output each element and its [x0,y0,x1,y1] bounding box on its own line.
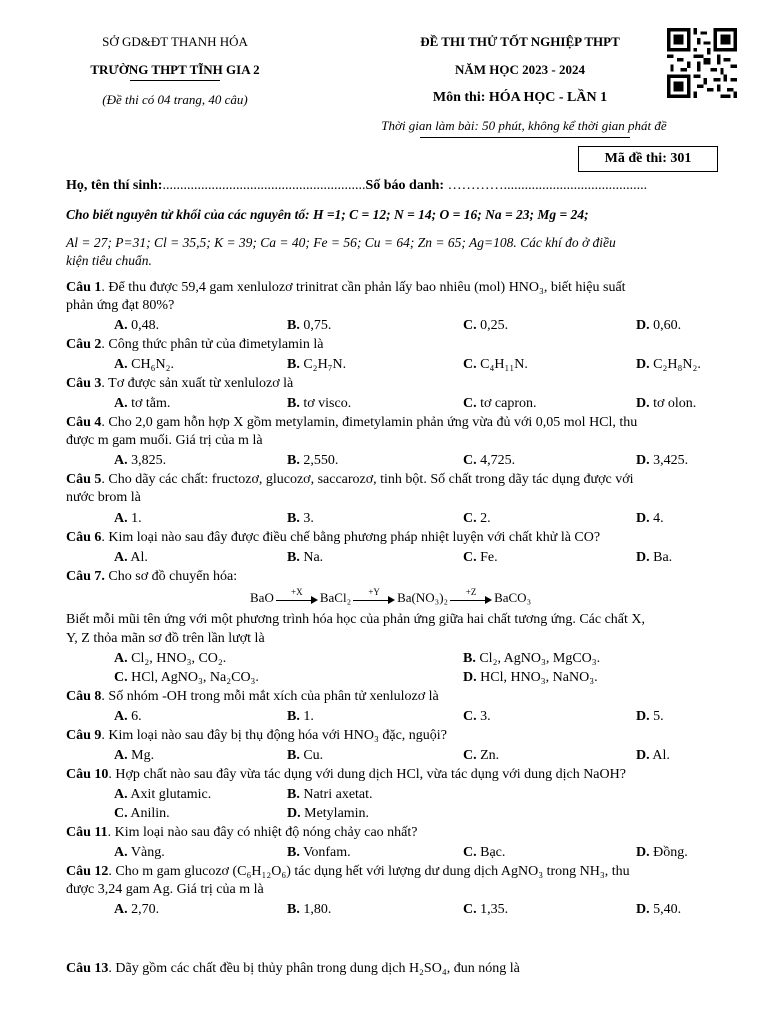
atomic-masses-line3: kiện tiêu chuẩn. [66,253,152,268]
option-letter: C. [463,511,477,526]
option-d[interactable] [636,902,681,918]
name-dots: .......................................................... [162,178,366,193]
arrow-label: +Z [465,587,477,598]
question-text-cont: được m gam muối. Giá trị của m là [66,433,263,448]
qr-code [667,28,737,98]
question-text-cont: Biết mỗi mũi tên ứng với một phương trình hóa học của phản ứng giữa hai chất tương ứng. Các chất X, [66,612,646,627]
option-letter: D. [636,511,650,526]
option-a[interactable] [114,845,165,861]
option-d[interactable] [636,550,672,566]
question-text: . Tơ được sản xuất từ xenlulozơ là [101,376,294,391]
option-letter: B. [287,787,300,802]
question-number: Câu 13 [66,961,109,976]
option-a[interactable] [114,787,211,803]
question-7 [66,569,237,585]
question-number: Câu 11 [66,825,108,840]
scheme-compound: BaO [250,590,274,605]
option-d[interactable] [463,670,598,686]
question-text: . Số nhóm -OH trong mỗi mắt xích của phân tử xenlulozơ là [101,689,439,704]
option-letter: C. [463,709,477,724]
question-text: . Kim loại nào sau đây bị thụ động hóa với HNO₃ đặc, nguội? [101,728,447,743]
option-a[interactable] [114,357,174,373]
exam-title: ĐỀ THI THỬ TỐT NGHIỆP THPT [420,34,620,49]
question-2 [66,337,323,353]
option-b[interactable] [287,318,331,334]
option-d[interactable] [636,453,688,469]
option-c[interactable] [463,511,491,527]
option-text: C₂H₈N₂. [653,357,701,372]
option-text: Vonfam. [303,845,351,860]
option-d[interactable] [636,396,696,412]
option-text: 1,35. [480,902,509,917]
option-c[interactable] [463,453,515,469]
option-letter: A. [114,511,128,526]
option-letter: A. [114,709,128,724]
option-letter: B. [287,845,300,860]
question-text: . Cho dãy các chất: fructozơ, glucozơ, saccarozơ, tinh bột. Số chất trong dãy tác dụng được với [101,472,634,487]
candidate-name-label [66,178,647,194]
option-d[interactable] [636,318,681,334]
option-text: HCl, HNO₃, NaNO₃. [480,670,598,685]
option-text: 5. [653,709,664,724]
exam-note: (Đề thi có 04 trang, 40 câu) [102,92,248,107]
option-letter: D. [636,357,650,372]
option-a[interactable] [114,748,154,764]
option-text: HCl, AgNO₃, Na₂CO₃. [131,670,259,685]
name-label: Họ, tên thí sinh: [66,178,163,193]
option-b[interactable] [287,748,323,764]
option-letter: D. [636,396,650,411]
option-text: Vàng. [130,845,165,860]
option-letter: C. [463,318,477,333]
option-letter: D. [636,902,650,917]
question-text-cont: Y, Z thỏa mãn sơ đồ trên lần lượt là [66,631,265,646]
option-c[interactable] [463,902,508,918]
question-number: Câu 1 [66,280,102,295]
option-letter: D. [636,748,650,763]
option-letter: A. [114,550,128,565]
option-letter: B. [463,651,476,666]
option-c[interactable] [114,670,259,686]
option-letter: B. [287,748,300,763]
scheme-compound: Ba(NO₃)₂ [397,590,449,605]
question-text-cont: nước brom là [66,490,141,505]
question-text: . Dãy gồm các chất đều bị thủy phân trong dung dịch H₂SO₄, đun nóng là [108,961,520,976]
dept-name: SỞ GD&ĐT THANH HÓA [102,34,248,49]
school-year: NĂM HỌC 2023 - 2024 [455,62,585,77]
option-text: tơ tằm. [131,396,171,411]
option-text: Metylamin. [304,806,370,821]
option-text: 3,425. [653,453,689,468]
option-b[interactable] [287,902,331,918]
option-d[interactable] [287,806,369,822]
option-c[interactable] [463,709,491,725]
sbd-dots: …………......................................... [444,178,648,193]
option-letter: B. [287,902,300,917]
scheme-compound: BaCl₂ [319,590,352,605]
option-letter: A. [114,787,128,802]
option-letter: A. [114,845,128,860]
scheme-compound: BaCO₃ [494,590,532,605]
option-letter: B. [287,550,300,565]
option-letter: A. [114,396,128,411]
option-d[interactable] [636,357,701,373]
question-text: Cho sơ đồ chuyển hóa: [104,569,238,584]
option-c[interactable] [463,357,528,373]
question-5 [66,472,634,488]
option-letter: C. [114,806,128,821]
option-a[interactable] [114,318,159,334]
option-letter: D. [463,670,477,685]
question-text: . Để thu được 59,4 gam xenlulozơ trinitrat cần phản lấy bao nhiêu (mol) HNO₃, biết hiệu suất [101,280,626,295]
option-text: Mg. [131,748,155,763]
option-text: Natri axetat. [303,787,373,802]
option-text: C₂H₇N. [303,357,347,372]
option-text: 3. [480,709,491,724]
option-letter: A. [114,748,128,763]
question-text: . Cho m gam glucozơ (C₆H₁₂O₆) tác dụng hết với lượng dư dung dịch AgNO₃ trong NH₃, thu [108,864,630,879]
option-b[interactable] [287,396,351,412]
option-text: 1. [303,709,314,724]
option-text: Đồng. [653,845,688,860]
option-b[interactable] [287,357,346,373]
option-b[interactable] [463,651,600,667]
option-text: tơ olon. [653,396,697,411]
option-c[interactable] [463,845,505,861]
option-text: tơ visco. [303,396,352,411]
option-a[interactable] [114,651,226,667]
option-text: 3,825. [131,453,167,468]
subject-title: Môn thi: HÓA HỌC - LẦN 1 [432,90,608,105]
reaction-arrow-icon [276,587,318,605]
option-text: Fe. [480,550,498,565]
option-text: 0,48. [131,318,160,333]
question-3 [66,376,293,392]
option-text: 0,75. [303,318,332,333]
option-a[interactable] [114,550,148,566]
option-letter: B. [287,318,300,333]
option-letter: B. [287,396,300,411]
option-letter: C. [463,453,477,468]
option-text: 2,70. [131,902,160,917]
option-letter: A. [114,651,128,666]
atomic-masses-line2: Al = 27; P=31; Cl = 35,5; K = 39; Ca = 40; Fe = 56; Cu = 64; Zn = 65; Ag=108. Các khí đo ở điều [66,235,616,250]
option-letter: D. [636,709,650,724]
option-b[interactable] [287,511,314,527]
question-number: Câu 12 [66,864,109,879]
option-text: 0,25. [480,318,509,333]
option-letter: C. [463,396,477,411]
option-text: Cl₂, AgNO₃, MgCO₃. [479,651,601,666]
time-note-underline [420,137,630,138]
option-text: Zn. [480,748,500,763]
question-6 [66,530,600,546]
option-text: CH₆N₂. [131,357,174,372]
option-text: Cu. [303,748,324,763]
question-text: . Công thức phân tử của đimetylamin là [101,337,324,352]
option-letter: D. [636,318,650,333]
option-text: 3. [303,511,314,526]
question-13 [66,961,520,977]
question-text: . Kim loại nào sau đây có nhiệt độ nóng chảy cao nhất? [107,825,418,840]
question-number: Câu 6 [66,530,102,545]
option-a[interactable] [114,511,142,527]
option-b[interactable] [287,709,314,725]
question-text: . Kim loại nào sau đây được điều chế bằng phương pháp nhiệt luyện với chất khử là CO? [101,530,601,545]
option-text: Al. [652,748,670,763]
question-12 [66,864,630,880]
option-d[interactable] [636,748,670,764]
reaction-arrow-icon [353,587,395,605]
option-letter: C. [463,357,477,372]
option-c[interactable] [463,318,508,334]
option-a[interactable] [114,453,166,469]
question-1 [66,280,626,296]
question-number: Câu 3 [66,376,102,391]
option-letter: D. [636,453,650,468]
option-letter: B. [287,511,300,526]
question-number: Câu 4 [66,415,102,430]
option-c[interactable] [463,550,498,566]
question-9 [66,728,447,744]
option-letter: B. [287,709,300,724]
atomic-masses-line1: Cho biết nguyên tử khối của các nguyên tố: H =1; C = 12; N = 14; O = 16; Na = 23; Mg = 24; [66,207,589,222]
question-text: . Cho 2,0 gam hỗn hợp X gồm metylamin, đimetylamin phản ứng vừa đủ với 0,05 mol HCl, thu [101,415,638,430]
option-text: Cl₂, HNO₃, CO₂. [131,651,227,666]
option-text: 5,40. [653,902,682,917]
option-letter: C. [463,845,477,860]
option-a[interactable] [114,902,159,918]
option-letter: A. [114,318,128,333]
option-text: 4,725. [480,453,516,468]
option-text: 0,60. [653,318,682,333]
question-number: Câu 8 [66,689,102,704]
option-letter: C. [463,902,477,917]
option-text: Ba. [653,550,673,565]
option-letter: A. [114,357,128,372]
option-c[interactable] [463,396,537,412]
arrow-label: +Y [368,587,380,598]
option-text: 2,550. [303,453,339,468]
option-letter: C. [463,748,477,763]
option-a[interactable] [114,396,170,412]
question-text: . Hợp chất nào sau đây vừa tác dụng với dung dịch HCl, vừa tác dụng với dung dịch NaOH? [108,767,626,782]
option-b[interactable] [287,453,338,469]
question-number: Câu 7. [66,569,105,584]
question-number: Câu 9 [66,728,102,743]
option-c[interactable] [463,748,499,764]
question-text-cont: phản ứng đạt 80%? [66,298,175,313]
option-b[interactable] [287,550,323,566]
sbd-label: Số báo danh: [365,178,445,193]
option-text: 1. [131,511,142,526]
option-letter: C. [463,550,477,565]
option-b[interactable] [287,787,373,803]
option-letter: C. [114,670,128,685]
option-letter: A. [114,453,128,468]
school-underline [130,80,220,81]
option-letter: D. [287,806,301,821]
option-d[interactable] [636,845,688,861]
option-text: Axit glutamic. [130,787,212,802]
option-d[interactable] [636,709,664,725]
question-number: Câu 5 [66,472,102,487]
exam-code-box: Mã đề thi: 301 [578,146,718,172]
option-letter: B. [287,357,300,372]
option-c[interactable] [114,806,170,822]
option-text: Na. [303,550,324,565]
question-4 [66,415,637,431]
option-d[interactable] [636,511,664,527]
option-text: 2. [480,511,491,526]
question-11 [66,825,417,841]
question-number: Câu 10 [66,767,109,782]
arrow-label: +X [291,587,303,598]
school-name: TRƯỜNG THPT TĨNH GIA 2 [90,62,260,77]
question-10 [66,767,626,783]
question-text-cont: được 3,24 gam Ag. Giá trị của m là [66,882,264,897]
option-text: 4. [653,511,664,526]
reaction-scheme [250,587,532,606]
option-a[interactable] [114,709,142,725]
option-letter: D. [636,845,650,860]
option-text: tơ capron. [480,396,537,411]
option-text: Al. [130,550,148,565]
option-text: 6. [131,709,142,724]
option-text: Bạc. [480,845,506,860]
option-text: 1,80. [303,902,332,917]
option-letter: A. [114,902,128,917]
option-text: C₄H₁₁N. [480,357,528,372]
question-number: Câu 2 [66,337,102,352]
reaction-arrow-icon [450,587,492,605]
option-letter: D. [636,550,650,565]
question-8 [66,689,439,705]
time-note: Thời gian làm bài: 50 phút, không kể thời gian phát đề [381,118,667,133]
option-b[interactable] [287,845,351,861]
option-letter: B. [287,453,300,468]
option-text: Anilin. [130,806,170,821]
